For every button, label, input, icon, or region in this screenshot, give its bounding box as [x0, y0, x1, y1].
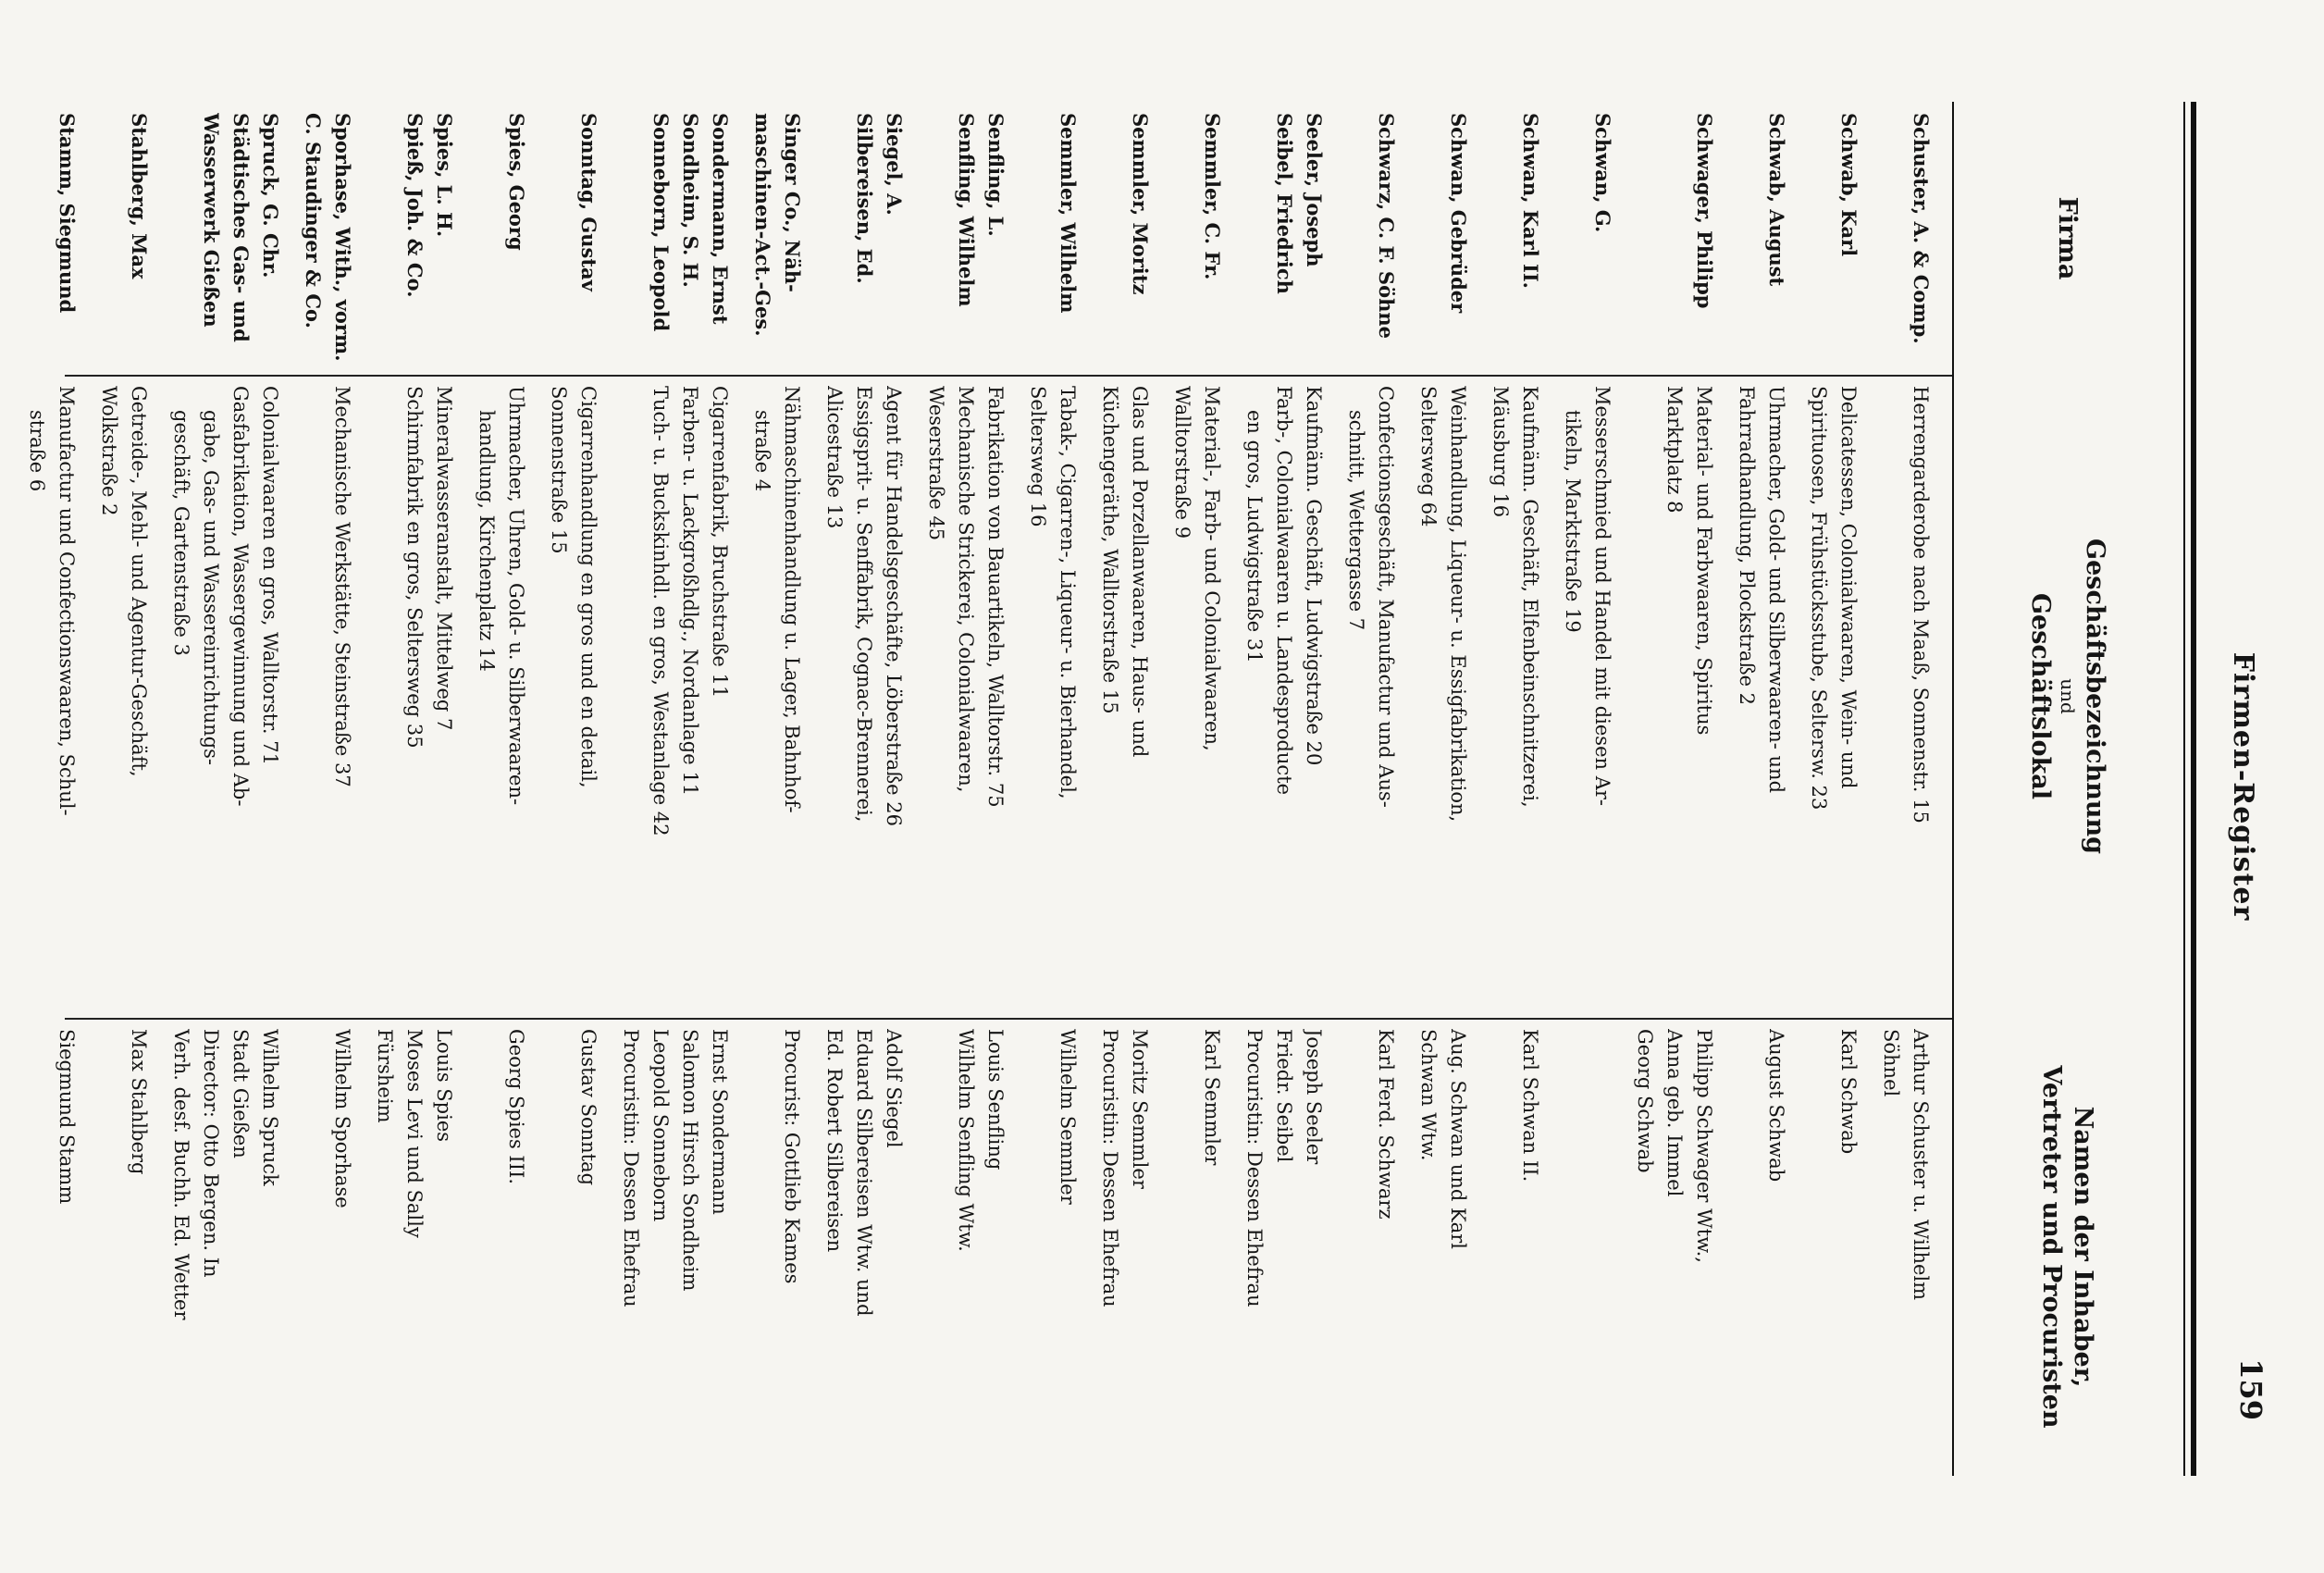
column-header-description-line1: Geschäftsbezeichnung	[2080, 539, 2109, 854]
register-row	[1023, 102, 1082, 1476]
cell-line: Georg Schwab	[1634, 1029, 1656, 1173]
firma-cell	[646, 113, 735, 370]
column-header-firma-label: Firma	[2053, 196, 2083, 280]
cell-line: Anna geb. Immel	[1663, 1029, 1686, 1197]
cell-line: Messerschmied und Handel mit diesen Ar-	[1591, 386, 1613, 807]
cell-line: Semmler, Wilhelm	[1057, 113, 1080, 314]
cell-line: Wasserwerk Gießen	[200, 113, 223, 328]
description-cell	[820, 386, 909, 1015]
cell-line: Wilhelm Spruck	[259, 1029, 281, 1186]
cell-line: Verh. desf. Buchh. Ed. Wetter	[170, 1029, 192, 1320]
cell-line: Siegel, A.	[883, 113, 906, 216]
cell-line: Louis Senfling	[984, 1029, 1007, 1170]
cell-line: Schirmfabrik en gros, Seltersweg 35	[403, 386, 426, 749]
firma-cell	[1834, 113, 1863, 370]
cell-line: Joseph Seeler	[1303, 1029, 1325, 1165]
cell-line: Sondermann, Ernst	[709, 113, 732, 325]
firma-cell	[124, 113, 154, 370]
register-row	[370, 102, 459, 1476]
description-cell	[94, 386, 154, 1015]
firma-cell	[951, 113, 1010, 370]
page-number: 159	[2233, 1358, 2268, 1420]
description-cell	[921, 386, 1010, 1015]
cell-line: Uhrmacher, Uhren, Gold- u. Silberwaaren-	[505, 386, 527, 806]
register-row	[22, 102, 81, 1476]
owner-cell	[1371, 1029, 1401, 1471]
cell-line: straße 4	[751, 410, 773, 492]
owner-cell	[52, 1029, 81, 1471]
cell-line: Schwab, Karl	[1837, 113, 1860, 257]
cell-line: Material-, Farb- und Colonialwaaren,	[1201, 386, 1223, 751]
cell-line: Delicatessen, Colonialwaaren, Wein- und	[1837, 386, 1860, 789]
cell-line: Sonntag, Gustav	[577, 113, 600, 291]
cell-line: Stahlberg, Max	[128, 113, 151, 279]
register-row	[544, 102, 603, 1476]
cell-line: Material- und Farbwaaren, Spiritus	[1693, 386, 1715, 736]
cell-line: Fürsheim	[374, 1029, 396, 1123]
register-row	[298, 102, 357, 1476]
firma-cell	[1371, 113, 1401, 370]
cell-line: Cigarrenfabrik, Bruchstraße 11	[709, 386, 731, 699]
cell-line: Alicestraße 13	[823, 386, 846, 529]
cell-line: Fabrikation von Bauartikeln, Walltorstr. 75	[984, 386, 1007, 808]
firma-cell	[400, 113, 459, 370]
owner-cell	[820, 1029, 909, 1471]
cell-line: Procuristin: Dessen Ehefrau	[1243, 1029, 1266, 1307]
cell-line: Ed. Robert Silbereisen	[823, 1029, 846, 1253]
cell-line: Leopold Sonneborn	[649, 1029, 672, 1222]
cell-line: Farb-, Colonialwaaren u. Landesproducte	[1273, 386, 1295, 796]
owner-cell	[167, 1029, 285, 1471]
cell-line: Marktplatz 8	[1663, 386, 1686, 514]
register-row	[1095, 102, 1155, 1476]
cell-line: Procurist: Gottlieb Kames	[781, 1029, 803, 1284]
owner-cell	[1762, 1029, 1791, 1471]
cell-line: straße 6	[26, 410, 48, 492]
register-row	[820, 102, 909, 1476]
cell-line: Schwan, Karl II.	[1519, 113, 1542, 289]
cell-line: Kaufmänn. Geschäft, Elfenbeinschnitzerei,	[1519, 386, 1541, 808]
cell-line: Moses Levi und Sally	[403, 1029, 426, 1238]
description-cell	[1414, 386, 1473, 1015]
register-row	[1486, 102, 1545, 1476]
firma-cell	[1588, 113, 1617, 370]
cell-line: Spruck, G. Chr.	[259, 113, 282, 279]
description-cell	[328, 386, 357, 1015]
cell-line: geschäft, Gartenstraße 3	[170, 410, 192, 657]
cell-line: Getreide-, Mehl- und Agentur-Geschäft,	[128, 386, 150, 777]
description-cell	[1341, 386, 1401, 1015]
cell-line: Aug. Schwan und Karl	[1447, 1029, 1469, 1249]
cell-line: Tuch- u. Buckskinhdl. en gros, Westanlage 42	[649, 386, 672, 836]
description-cell	[1804, 386, 1863, 1015]
cell-line: Mineralwasseranstalt, Mittelweg 7	[433, 386, 455, 731]
cell-line: Mechanische Strickerei, Colonialwaaren,	[955, 386, 977, 793]
cell-line: gabe, Gas- und Wassereinrichtungs-	[200, 410, 222, 766]
cell-line: Seibel, Friedrich	[1273, 113, 1296, 294]
cell-line: Senfling, L.	[984, 113, 1007, 237]
cell-line: Weserstraße 45	[925, 386, 947, 541]
cell-line: Sondheim, S. H.	[679, 113, 702, 288]
cell-line: Semmler, Moritz	[1129, 113, 1152, 295]
cell-line: Silbereisen, Ed.	[853, 113, 876, 284]
cell-line: Essigsprit- u. Senffabrik, Cognac-Brennerei,	[853, 386, 875, 823]
cell-line: Singer Co., Näh-	[781, 113, 804, 292]
firma-cell	[1053, 113, 1082, 370]
cell-line: Spieß, Joh. & Co.	[403, 113, 426, 298]
column-header-owners-line1: Namen der Inhaber,	[2069, 1106, 2098, 1388]
description-cell	[748, 386, 807, 1015]
firma-cell	[1443, 113, 1473, 370]
owner-cell	[1197, 1029, 1227, 1471]
cell-line: Seeler, Joseph	[1303, 113, 1326, 267]
cell-line: Uhrmacher, Gold- und Silberwaaren- und	[1765, 386, 1787, 794]
cell-line: Spies, Georg	[505, 113, 528, 251]
firma-cell	[298, 113, 357, 370]
description-cell	[1023, 386, 1082, 1015]
column-header-description-line2: und	[2057, 678, 2079, 714]
cell-line: Sonneborn, Leopold	[649, 113, 673, 332]
cell-line: Söhnel	[1880, 1029, 1902, 1097]
description-cell	[1168, 386, 1227, 1015]
description-cell	[1095, 386, 1155, 1015]
register-row	[94, 102, 154, 1476]
description-cell	[646, 386, 735, 1015]
cell-line: schnitt, Wettergasse 7	[1345, 410, 1367, 631]
owner-cell	[1414, 1029, 1473, 1471]
cell-line: Karl Schwan II.	[1519, 1029, 1541, 1183]
register-row	[1341, 102, 1401, 1476]
column-header-rule	[1952, 102, 1954, 1476]
cell-line: Max Stahlberg	[128, 1029, 150, 1175]
register-row	[921, 102, 1010, 1476]
column-header-owners	[1959, 1018, 2176, 1476]
firma-cell	[1197, 113, 1227, 370]
register-row	[1558, 102, 1617, 1476]
description-cell	[1558, 386, 1617, 1015]
cell-line: Karl Ferd. Schwarz	[1375, 1029, 1397, 1220]
cell-line: Städtisches Gas- und	[229, 113, 253, 342]
cell-line: Glas und Porzellanwaaren, Haus- und	[1129, 386, 1151, 758]
firma-cell	[1125, 113, 1155, 370]
cell-line: Procuristin: Dessen Ehefrau	[1099, 1029, 1121, 1307]
cell-line: Louis Spies	[433, 1029, 455, 1143]
cell-line: Wilhelm Semmler	[1057, 1029, 1079, 1205]
firma-cell	[52, 113, 81, 370]
description-cell	[400, 386, 459, 1015]
cell-line: Eduard Silbereisen Wtw. und	[853, 1029, 875, 1317]
cell-line: handlung, Kirchenplatz 14	[476, 410, 498, 672]
register-row	[1732, 102, 1791, 1476]
owner-cell	[370, 1029, 459, 1471]
cell-line: Schwab, August	[1765, 113, 1788, 287]
owner-cell	[501, 1029, 531, 1471]
cell-line: Tabak-, Cigarren-, Liqueur- u. Bierhandel,	[1057, 386, 1079, 799]
description-cell	[1906, 386, 1935, 1015]
cell-line: Spirituosen, Frühstücksstube, Seltersw. 23	[1808, 386, 1830, 811]
owner-cell	[1630, 1029, 1719, 1471]
firma-cell	[1269, 113, 1329, 370]
cell-line: Schwan Wtw.	[1417, 1029, 1440, 1161]
owner-cell	[1876, 1029, 1935, 1471]
register-row	[1804, 102, 1863, 1476]
cell-line: Mechanische Werkstätte, Steinstraße 37	[331, 386, 353, 787]
owner-cell	[574, 1029, 603, 1471]
register-row	[1168, 102, 1227, 1476]
cell-line: Stadt Gießen	[229, 1029, 252, 1158]
cell-line: en gros, Ludwigstraße 31	[1243, 410, 1266, 663]
firma-cell	[196, 113, 285, 370]
firma-cell	[574, 113, 603, 370]
cell-line: Farben- u. Lackgroßhdlg., Nordanlage 11	[679, 386, 701, 797]
firma-cell	[748, 113, 807, 370]
cell-line: Wolkstraße 2	[98, 386, 120, 516]
cell-line: Stamm, Siegmund	[56, 113, 79, 314]
cell-line: Confectionsgeschäft, Manufactur und Aus-	[1375, 386, 1397, 808]
cell-line: Adolf Siegel	[883, 1029, 905, 1148]
description-cell	[1732, 386, 1791, 1015]
register-row	[748, 102, 807, 1476]
cell-line: Schwager, Philipp	[1693, 113, 1716, 309]
cell-line: Sporhase, With., vorm.	[331, 113, 354, 362]
column-header-description	[1959, 375, 2176, 1018]
cell-line: Schuster, A. & Comp.	[1910, 113, 1933, 344]
cell-line: Mäusburg 16	[1490, 386, 1512, 518]
owner-cell	[1834, 1029, 1863, 1471]
owner-cell	[124, 1029, 154, 1471]
cell-line: Weinhandlung, Liqueur- u. Essigfabrikation,	[1447, 386, 1469, 823]
cell-line: Nähmaschinenhandlung u. Lager, Bahnhof-	[781, 386, 803, 813]
owner-cell	[777, 1029, 807, 1471]
owner-cell	[616, 1029, 735, 1471]
cell-line: Seltersweg 16	[1027, 386, 1049, 527]
cell-line: Director: Otto Bergen. In	[200, 1029, 222, 1278]
cell-line: Manufactur und Confectionswaaren, Schul-	[56, 386, 78, 816]
cell-line: Fahrradhandlung, Plockstraße 2	[1736, 386, 1758, 706]
cell-line: Schwan, Gebrüder	[1447, 113, 1470, 314]
description-cell	[1486, 386, 1545, 1015]
cell-line: Philipp Schwager Wtw.,	[1693, 1029, 1715, 1263]
page-title: Firmen-Register	[2227, 651, 2259, 922]
cell-line: Sonnenstraße 15	[548, 386, 570, 554]
cell-line: Spies, L. H.	[433, 113, 456, 238]
owner-cell	[328, 1029, 357, 1471]
cell-line: Siegmund Stamm	[56, 1029, 78, 1205]
register-row	[1240, 102, 1329, 1476]
cell-line: Friedr. Seibel	[1273, 1029, 1295, 1163]
register-row	[1630, 102, 1719, 1476]
description-cell	[1240, 386, 1329, 1015]
owner-cell	[951, 1029, 1010, 1471]
description-cell	[22, 386, 81, 1015]
cell-line: Colonialwaaren en gros, Walltorstr. 71	[259, 386, 281, 765]
cell-line: Wilhelm Sporhase	[331, 1029, 353, 1208]
cell-line: Gasfabrikation, Wassergewinnung und Ab-	[229, 386, 252, 807]
cell-line: Salomon Hirsch Sondheim	[679, 1029, 701, 1292]
cell-line: Senfling, Wilhelm	[955, 113, 978, 307]
column-header-firma	[1959, 102, 2176, 375]
cell-line: Cigarrenhandlung en gros und en detail,	[577, 386, 600, 788]
cell-line: Ernst Sondermann	[709, 1029, 731, 1215]
cell-line: Agent für Handelsgeschäfte, Löberstraße 26	[883, 386, 905, 826]
owner-cell	[1095, 1029, 1155, 1471]
register-row	[1414, 102, 1473, 1476]
firma-cell	[1762, 113, 1791, 370]
cell-line: Walltorstraße 9	[1171, 386, 1193, 539]
cell-line: Schwarz, C. F. Söhne	[1375, 113, 1398, 339]
cell-line: C. Staudinger & Co.	[302, 113, 325, 328]
cell-line: Georg Spies III.	[505, 1029, 527, 1184]
cell-line: Semmler, C. Fr.	[1201, 113, 1224, 280]
cell-line: Moritz Semmler	[1129, 1029, 1151, 1189]
firma-cell	[501, 113, 531, 370]
cell-line: Schwan, G.	[1591, 113, 1614, 233]
cell-line: Karl Schwab	[1837, 1029, 1860, 1155]
owner-cell	[1515, 1029, 1545, 1471]
cell-line: Karl Semmler	[1201, 1029, 1223, 1166]
cell-line: Küchengeräthe, Walltorstraße 15	[1099, 386, 1121, 714]
cell-line: Herrengarderobe nach Maaß, Sonnenstr. 15	[1910, 386, 1932, 824]
column-header-description-line3: Geschäftslokal	[2026, 592, 2055, 799]
cell-line: tikeln, Marktstraße 19	[1562, 410, 1584, 633]
cell-line: Seltersweg 64	[1417, 386, 1440, 527]
cell-line: Kaufmänn. Geschäft, Ludwigstraße 20	[1303, 386, 1325, 766]
cell-line: Procuristin: Dessen Ehefrau	[620, 1029, 642, 1307]
firma-cell	[1515, 113, 1545, 370]
register-row	[472, 102, 531, 1476]
firma-cell	[1689, 113, 1719, 370]
firma-cell	[849, 113, 909, 370]
firma-cell	[1906, 113, 1935, 370]
cell-line: Wilhelm Senfling Wtw.	[955, 1029, 977, 1252]
owner-cell	[1053, 1029, 1082, 1471]
description-cell	[1660, 386, 1719, 1015]
column-header-owners-line2: Vertreter und Procuristen	[2037, 1065, 2067, 1429]
register-row	[616, 102, 735, 1476]
register-row	[1876, 102, 1935, 1476]
cell-line: maschinen-Act.-Ges.	[751, 113, 774, 337]
cell-line: Arthur Schuster u. Wilhelm	[1910, 1029, 1932, 1301]
description-cell	[167, 386, 285, 1015]
description-cell	[472, 386, 531, 1015]
header-rule-thin	[2183, 102, 2185, 1476]
cell-line: Gustav Sonntag	[577, 1029, 600, 1186]
register-row	[167, 102, 285, 1476]
cell-line: August Schwab	[1765, 1029, 1787, 1183]
owner-cell	[1240, 1029, 1329, 1471]
header-rule-thick	[2191, 102, 2196, 1476]
description-cell	[544, 386, 603, 1015]
